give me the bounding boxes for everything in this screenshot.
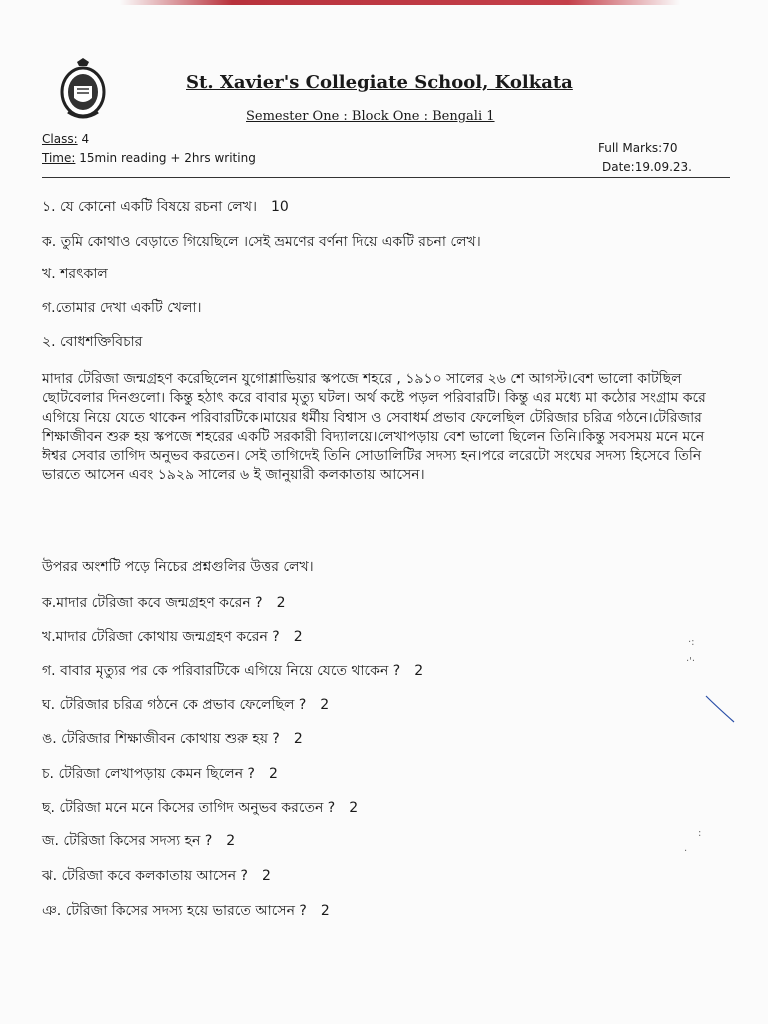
question-marks: 2 — [320, 903, 330, 919]
pen-stroke-mark — [700, 690, 740, 726]
comprehension-question: জ. টেরিজা কিসের সদস্য হন ? 2 — [42, 833, 236, 849]
time-label: Time: — [42, 151, 76, 165]
exam-date: Date:19.09.23. — [602, 160, 692, 174]
paper-speck: : — [698, 828, 702, 839]
comprehension-instruction: উপরর অংশটি পড়ে নিচের প্রশ্নগুলির উত্তর লেখ। — [42, 559, 314, 575]
comprehension-question: ছ. টেরিজা মনে মনে কিসের তাগিদ অনুভব করতেন ? 2 — [42, 800, 359, 816]
question-marks: 2 — [262, 868, 271, 884]
comprehension-question: ঙ. টেরিজার শিক্ষাজীবন কোথায় শুরু হয় ? 2 — [42, 731, 303, 747]
comprehension-question: ক.মাদার টেরিজা কবে জন্মগ্রহণ করেন ? 2 — [42, 595, 286, 611]
comprehension-question: গ. বাবার মৃত্যুর পর কে পরিবারটিকে এগিয়ে নিয়ে যেতে থাকেন ? 2 — [42, 663, 424, 679]
question-marks: 2 — [268, 766, 278, 782]
full-marks: Full Marks:70 — [598, 141, 678, 155]
class-info — [42, 132, 89, 146]
comprehension-question: চ. টেরিজা লেখাপড়ায় কেমন ছিলেন ? 2 — [42, 766, 278, 782]
question-2-heading: ২. বোধশক্তিবিচার — [42, 334, 143, 350]
class-value: 4 — [81, 132, 90, 146]
question-marks: 2 — [293, 629, 303, 645]
question-marks: 2 — [293, 731, 303, 747]
question-1-heading — [42, 195, 289, 219]
time-value: 15min reading + 2hrs writing — [79, 151, 256, 165]
time-info — [42, 151, 256, 165]
class-label: Class: — [42, 132, 78, 146]
comprehension-question: ঘ. টেরিজার চরিত্র গঠনে কে প্রভাব ফেলেছিল ? 2 — [42, 697, 330, 713]
question-marks: 2 — [276, 595, 286, 611]
header-divider — [42, 177, 730, 178]
question-marks: 2 — [320, 697, 330, 713]
comprehension-question: ঞ. টেরিজা কিসের সদস্য হয়ে ভারতে আসেন ? 2 — [42, 903, 330, 919]
question-marks: 2 — [226, 833, 236, 849]
school-name: St. Xavier's Collegiate School, Kolkata — [186, 72, 573, 93]
paper-speck: · — [684, 846, 688, 857]
essay-option: ক. তুমি কোথাও বেড়াতে গিয়েছিলে ।সেই ভ্রমণের বর্ণনা দিয়ে একটি রচনা লেখ। — [42, 234, 481, 250]
paper-top-edge — [120, 0, 680, 5]
question-1-text: ১. যে কোনো একটি বিষয়ে রচনা লেখ। — [42, 199, 258, 215]
question-marks: 2 — [414, 663, 424, 679]
school-crest-icon — [58, 56, 108, 122]
exam-subtitle: Semester One : Block One : Bengali 1 — [246, 109, 495, 124]
comprehension-question: ঝ. টেরিজা কবে কলকাতায় আসেন ? 2 — [42, 868, 271, 884]
paper-speck: ·: — [688, 637, 695, 648]
comprehension-passage: মাদার টেরিজা জন্মগ্রহণ করেছিলেন যুগোশ্লাভিয়ার স্কপজে শহরে , ১৯১০ সালের ২৬ শে আগস্ট।বেশ ভালো কাটছিল ছোটবেলার দিনগুলো। কিন্তু হঠাৎ করে বাবার মৃত্যু ঘটল। অর্থ কষ্টে পড়ল পরিবারটি। কিন্তু এর মধ্যে মা কঠোর সংগ্রাম করে এগিয়ে নিয়ে যেতে থাকেন পরিবারটিকে।মায়ের ধর্মীয় বিশ্বাস ও সেবাধর্ম প্রভাব ফেলেছিল টেরিজার চরিত্র গঠনে।টেরিজার শিক্ষাজীবন শুরু হয় স্কপজে শহরের একটি সরকারী বিদ্যালয়ে।লেখাপড়ায় বেশ ভালো ছিলেন তিনি।কিন্তু সবসময় মনে মনে ঈশ্বর সেবার তাগিদ অনুভব করতেন। সেই তাগিদেই তিনি সোডালিটির সদস্য হন।পরে লরেটো সংঘের সদস্য হিসেবে তিনি ভারতে আসেন এবং ১৯২৯ সালের ৬ ই জানুয়ারী কলকাতায় আসেন। — [42, 371, 706, 484]
question-marks: 2 — [349, 800, 359, 816]
essay-option: গ.তোমার দেখা একটি খেলা। — [42, 300, 202, 316]
comprehension-question: খ.মাদার টেরিজা কোথায় জন্মগ্রহণ করেন ? 2 — [42, 629, 303, 645]
question-1-marks: 10 — [271, 199, 289, 215]
paper-speck: ·'· — [686, 656, 696, 667]
essay-option: খ. শরৎকাল — [42, 266, 108, 282]
